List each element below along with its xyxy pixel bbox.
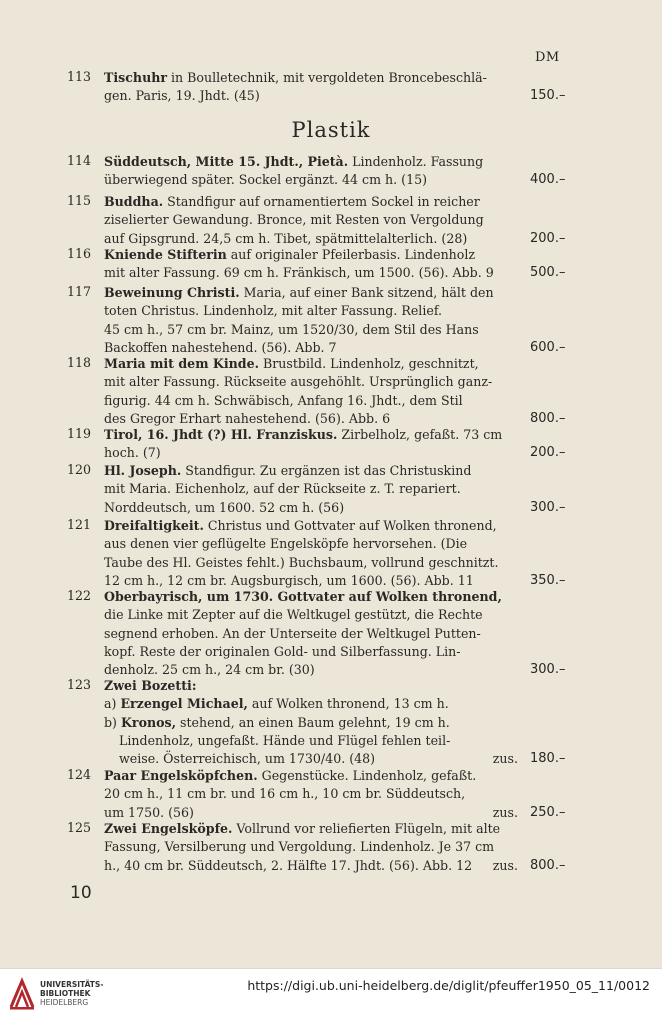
entry-price: 400.– bbox=[530, 172, 566, 188]
line-text: Vollrund vor reliefierten Flügeln, mit alte bbox=[232, 821, 501, 836]
entry-number: 118 bbox=[67, 355, 92, 370]
entry-price: 180.– bbox=[530, 751, 566, 767]
line-text: Christus und Gottvater auf Wolken thronend, bbox=[203, 518, 497, 533]
entry-description bbox=[104, 355, 520, 428]
entry-price: 800.– bbox=[530, 410, 566, 426]
description-line bbox=[104, 750, 520, 768]
entry-description bbox=[104, 426, 520, 463]
line-text: gen. Paris, 19. Jhdt. (45) bbox=[104, 88, 260, 104]
description-line bbox=[104, 499, 520, 517]
description-line bbox=[104, 554, 520, 572]
description-line bbox=[104, 153, 520, 171]
entry-price: 300.– bbox=[530, 499, 566, 515]
description-line bbox=[104, 87, 520, 105]
entry-number: 121 bbox=[67, 517, 92, 532]
sub-item-marker: b) bbox=[104, 714, 121, 730]
entry-price: 500.– bbox=[530, 265, 566, 281]
entry-number: 122 bbox=[67, 588, 92, 603]
line-text: um 1750. (56) bbox=[104, 804, 194, 820]
line-text: mit Maria. Eichenholz, auf der Rückseite z. T. repariert. bbox=[104, 481, 461, 497]
line-text: Backoffen nahestehend. (56). Abb. 7 bbox=[104, 339, 337, 355]
description-line bbox=[104, 426, 520, 444]
section-title: Plastik bbox=[291, 118, 371, 142]
description-line bbox=[104, 695, 520, 713]
entry-number: 114 bbox=[67, 153, 92, 168]
description-line bbox=[104, 714, 520, 732]
entry-number: 124 bbox=[67, 767, 92, 782]
entry-heading: Süddeutsch, Mitte 15. Jhdt., Pietà. bbox=[104, 154, 349, 169]
entry-description bbox=[104, 462, 520, 517]
line-text: stehend, an einen Baum gelehnt, 19 cm h. bbox=[176, 714, 450, 730]
description-line bbox=[104, 284, 520, 302]
entry-price: 150.– bbox=[530, 88, 566, 104]
entry-number: 120 bbox=[67, 462, 92, 477]
entry-description bbox=[104, 677, 520, 768]
description-line bbox=[104, 321, 520, 339]
entry-number: 125 bbox=[67, 820, 92, 835]
page-number: 10 bbox=[70, 883, 92, 903]
line-text: segnend erhoben. An der Unterseite der Weltkugel Putten- bbox=[104, 625, 481, 641]
line-text: des Gregor Erhart nahestehend. (56). Abb. 6 bbox=[104, 410, 391, 426]
line-text: figurig. 44 cm h. Schwäbisch, Anfang 16. Jhdt., dem Stil bbox=[104, 392, 463, 408]
description-line bbox=[104, 246, 520, 264]
description-line bbox=[104, 193, 520, 211]
line-text: kopf. Reste der originalen Gold- und Silberfassung. Lin- bbox=[104, 643, 461, 659]
institution-line: BIBLIOTHEK bbox=[40, 989, 91, 998]
description-line bbox=[104, 677, 520, 695]
entry-heading: Beweinung Christi. bbox=[104, 285, 240, 300]
line-text: Standfigur auf ornamentiertem Sockel in reicher bbox=[163, 194, 480, 209]
description-line bbox=[104, 517, 520, 535]
entry-heading: Maria mit dem Kinde. bbox=[104, 356, 259, 371]
entry-price: 300.– bbox=[530, 662, 566, 678]
footer-bar bbox=[0, 968, 662, 1020]
description-line bbox=[104, 373, 520, 391]
entry-heading: Tischuhr bbox=[104, 70, 168, 85]
description-line bbox=[104, 606, 520, 624]
entry-heading: Zwei Engelsköpfe. bbox=[104, 821, 233, 836]
entry-price: 250.– bbox=[530, 804, 566, 820]
entry-price: 600.– bbox=[530, 339, 566, 355]
entry-number: 117 bbox=[67, 284, 92, 299]
total-marker: zus. bbox=[492, 751, 518, 767]
entry-description bbox=[104, 69, 520, 106]
currency-header: DM bbox=[535, 50, 560, 65]
entry-heading: Tirol, 16. Jhdt (?) Hl. Franziskus. bbox=[104, 427, 338, 442]
line-text: auf Wolken thronend, 13 cm h. bbox=[247, 696, 449, 712]
line-text: mit alter Fassung. Rückseite ausgehöhlt. Ursprünglich ganz- bbox=[104, 374, 493, 390]
line-text: 45 cm h., 57 cm br. Mainz, um 1520/30, dem Stil des Hans bbox=[104, 321, 479, 337]
entry-description bbox=[104, 588, 520, 679]
line-text: 12 cm h., 12 cm br. Augsburgisch, um 1600. (56). Abb. 11 bbox=[104, 572, 474, 588]
description-line bbox=[104, 355, 520, 373]
line-text: h., 40 cm br. Süddeutsch, 2. Hälfte 17. Jhdt. (56). Abb. 12 bbox=[104, 857, 473, 873]
entry-heading: Paar Engelsköpfchen. bbox=[104, 768, 258, 783]
entry-description bbox=[104, 767, 520, 822]
entry-heading: Zwei Bozetti: bbox=[104, 678, 197, 693]
institution-line: HEIDELBERG bbox=[40, 998, 89, 1007]
entry-description bbox=[104, 820, 520, 875]
entry-description bbox=[104, 284, 520, 357]
entry-heading: Kniende Stifterin bbox=[104, 247, 227, 262]
line-text: die Linke mit Zepter auf die Weltkugel gestützt, die Rechte bbox=[104, 607, 483, 623]
line-text: aus denen vier geflügelte Engelsköpfe hervorsehen. (Die bbox=[104, 536, 468, 552]
entry-heading: Dreifaltigkeit. bbox=[104, 518, 204, 533]
description-line bbox=[104, 785, 520, 803]
entry-heading: Buddha. bbox=[104, 194, 164, 209]
line-text: Gegenstücke. Lindenholz, gefaßt. bbox=[257, 768, 477, 783]
line-text: mit alter Fassung. 69 cm h. Fränkisch, um 1500. (56). Abb. 9 bbox=[104, 265, 494, 281]
entry-heading: Hl. Joseph. bbox=[104, 463, 182, 478]
entry-number: 116 bbox=[67, 246, 92, 261]
entry-description bbox=[104, 193, 520, 248]
entry-description bbox=[104, 153, 520, 190]
description-line bbox=[104, 264, 520, 282]
entry-number: 115 bbox=[67, 193, 92, 208]
entry-number: 123 bbox=[67, 677, 92, 692]
line-text: weise. Österreichisch, um 1730/40. (48) bbox=[119, 751, 376, 767]
description-line bbox=[104, 857, 520, 875]
entry-heading: Kronos, bbox=[120, 714, 176, 730]
institution-name bbox=[40, 980, 103, 1007]
entry-price: 350.– bbox=[530, 572, 566, 588]
description-line bbox=[104, 480, 520, 498]
line-text: Lindenholz. Fassung bbox=[348, 154, 484, 169]
description-line bbox=[104, 171, 520, 189]
university-logo-icon bbox=[8, 977, 36, 1011]
entry-description bbox=[104, 517, 520, 590]
line-text: Fassung, Versilberung und Vergoldung. Lindenholz. Je 37 cm bbox=[104, 839, 495, 855]
description-line bbox=[104, 392, 520, 410]
total-marker: zus. bbox=[492, 857, 518, 873]
description-line bbox=[104, 535, 520, 553]
line-text: auf Gipsgrund. 24,5 cm h. Tibet, spätmittelalterlich. (28) bbox=[104, 230, 468, 246]
line-text: auf originaler Pfeilerbasis. Lindenholz bbox=[226, 247, 476, 262]
line-text: Standfigur. Zu ergänzen ist das Christuskind bbox=[181, 463, 472, 478]
entry-heading: Erzengel Michael, bbox=[120, 696, 248, 712]
source-url[interactable]: https://digi.ub.uni-heidelberg.de/diglit/pfeuffer1950_05_11/0012 bbox=[247, 978, 650, 993]
line-text: Maria, auf einer Bank sitzend, hält den bbox=[239, 285, 494, 300]
description-line bbox=[104, 444, 520, 462]
description-line bbox=[104, 732, 520, 750]
total-marker: zus. bbox=[492, 804, 518, 820]
line-text: Norddeutsch, um 1600. 52 cm h. (56) bbox=[104, 499, 345, 515]
description-line bbox=[104, 588, 520, 606]
line-text: Lindenholz, ungefaßt. Hände und Flügel fehlen teil- bbox=[119, 732, 451, 748]
entry-price: 200.– bbox=[530, 445, 566, 461]
line-text: überwiegend später. Sockel ergänzt. 44 cm h. (15) bbox=[104, 172, 428, 188]
institution-line: UNIVERSITÄTS- bbox=[40, 980, 104, 989]
description-line bbox=[104, 838, 520, 856]
line-text: toten Christus. Lindenholz, mit alter Fassung. Relief. bbox=[104, 303, 443, 319]
line-text: Brustbild. Lindenholz, geschnitzt, bbox=[259, 356, 479, 371]
description-line bbox=[104, 302, 520, 320]
description-line bbox=[104, 643, 520, 661]
sub-item-marker: a) bbox=[104, 696, 121, 712]
entry-description bbox=[104, 246, 520, 283]
description-line bbox=[104, 767, 520, 785]
line-text: hoch. (7) bbox=[104, 445, 161, 461]
description-line bbox=[104, 211, 520, 229]
entry-price: 800.– bbox=[530, 857, 566, 873]
entry-heading: Oberbayrisch, um 1730. Gottvater auf Wolken thronend, bbox=[104, 589, 502, 604]
entry-number: 119 bbox=[67, 426, 92, 441]
description-line bbox=[104, 625, 520, 643]
description-line bbox=[104, 69, 520, 87]
description-line bbox=[104, 820, 520, 838]
entry-price: 200.– bbox=[530, 230, 566, 246]
line-text: 20 cm h., 11 cm br. und 16 cm h., 10 cm br. Süddeutsch, bbox=[104, 786, 466, 802]
line-text: in Boulletechnik, mit vergoldeten Broncebeschlä- bbox=[167, 70, 487, 85]
entry-number: 113 bbox=[67, 69, 92, 84]
line-text: Zirbelholz, gefaßt. 73 cm bbox=[337, 427, 503, 442]
line-text: Taube des Hl. Geistes fehlt.) Buchsbaum, vollrund geschnitzt. bbox=[104, 554, 499, 570]
line-text: denholz. 25 cm h., 24 cm br. (30) bbox=[104, 662, 315, 678]
description-line bbox=[104, 462, 520, 480]
line-text: ziselierter Gewandung. Bronce, mit Resten von Vergoldung bbox=[104, 212, 484, 228]
